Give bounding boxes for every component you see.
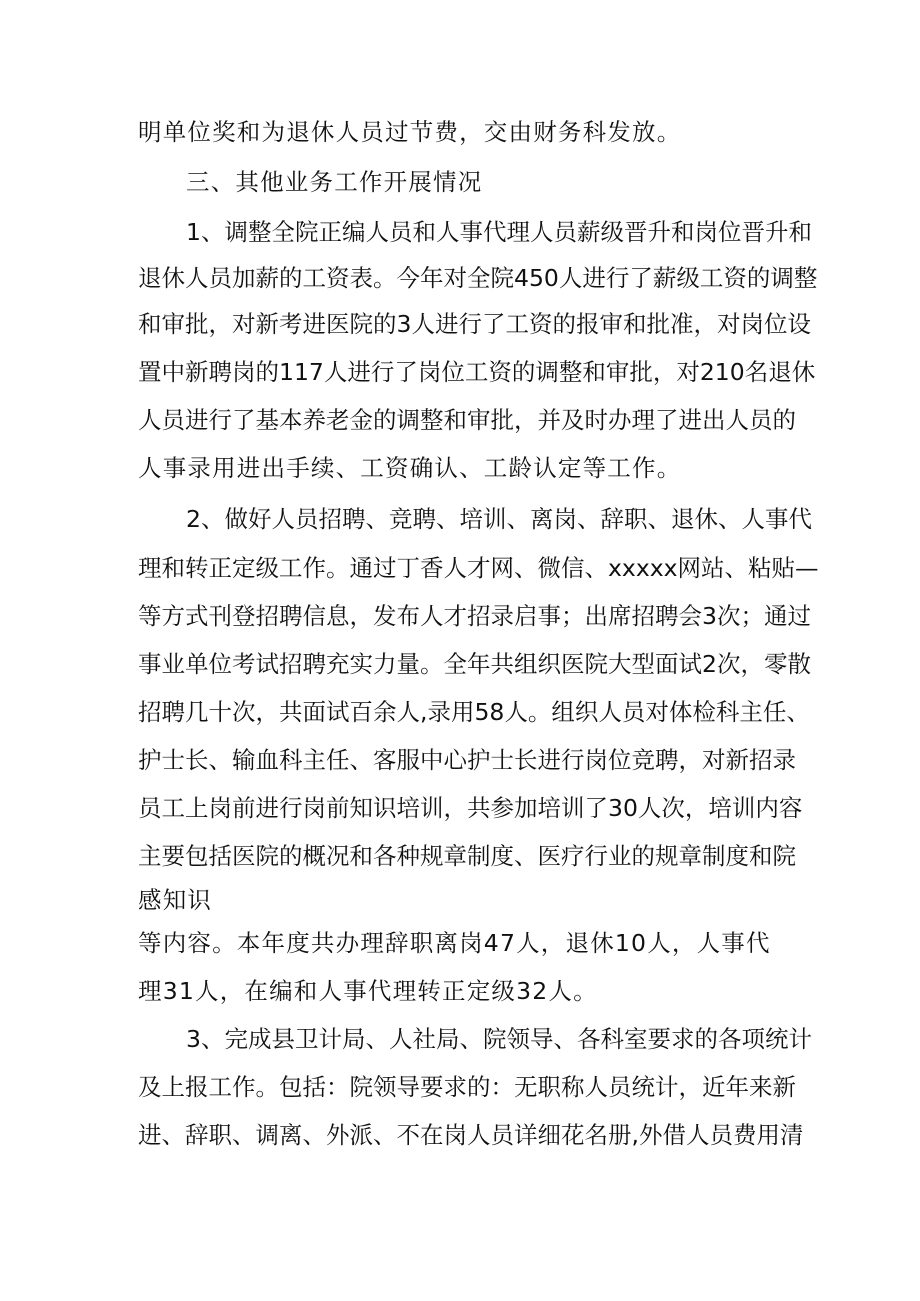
text-line: 退休人员加薪的工资表。今年对全院450人进行了薪级工资的调整 (138, 264, 818, 292)
section-heading: 三、其他业务工作开展情况 (186, 168, 483, 196)
text-line: 护士长、输血科主任、客服中心护士长进行岗位竞聘，对新招录 (138, 746, 796, 774)
text-line: 人事录用进出手续、工资确认、工龄认定等工作。 (138, 454, 682, 482)
text-line: 招聘几十次，共面试百余人,录用58人。组织人员对体检科主任、 (138, 698, 810, 726)
text-line: 明单位奖和为退休人员过节费，交由财务科发放。 (138, 118, 682, 146)
text-line: 理31人，在编和人事代理转正定级32人。 (138, 977, 598, 1005)
text-line: 3、完成县卫计局、人社局、院领导、各科室要求的各项统计 (186, 1025, 812, 1053)
text-line: 等方式刊登招聘信息，发布人才招录启事；出席招聘会3次；通过 (138, 602, 811, 630)
text-line: 等内容。本年度共办理辞职离岗47人，退休10人，人事代 (138, 929, 771, 957)
text-line: 理和转正定级工作。通过丁香人才网、微信、xxxxx网站、粘贴— (138, 554, 819, 582)
text-line: 2、做好人员招聘、竞聘、培训、离岗、辞职、退休、人事代 (186, 505, 812, 533)
text-line: 进、辞职、调离、外派、不在岗人员详细花名册,外借人员费用清 (138, 1121, 804, 1149)
text-line: 主要包括医院的概况和各种规章制度、医疗行业的规章制度和院 (138, 842, 796, 870)
text-line: 和审批，对新考进医院的3人进行了工资的报审和批准，对岗位设 (138, 310, 811, 338)
text-line: 事业单位考试招聘充实力量。全年共组织医院大型面试2次，零散 (138, 650, 811, 678)
text-line: 员工上岗前进行岗前知识培训，共参加培训了30人次，培训内容 (138, 794, 803, 822)
text-line: 感知识 (138, 886, 213, 914)
text-line: 及上报工作。包括：院领导要求的：无职称人员统计，近年来新 (138, 1073, 796, 1101)
text-line: 人员进行了基本养老金的调整和审批，并及时办理了进出人员的 (138, 406, 796, 434)
text-line: 置中新聘岗的117人进行了岗位工资的调整和审批，对210名退休 (138, 358, 816, 386)
text-line: 1、调整全院正编人员和人事代理人员薪级晋升和岗位晋升和 (186, 218, 812, 246)
